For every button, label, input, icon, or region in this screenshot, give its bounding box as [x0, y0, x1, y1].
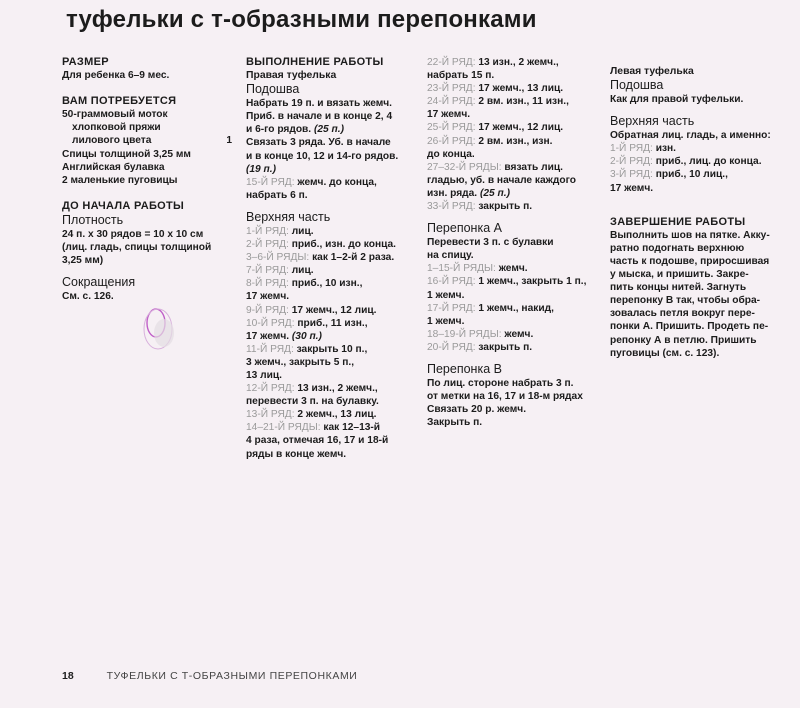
row-instruction: [427, 302, 595, 315]
instruction-line: Как для правой туфельки.: [610, 94, 744, 106]
sole-subheading: Подошва: [610, 78, 664, 93]
column-straps: [427, 56, 595, 429]
row-text: закрыть 10 п.,: [293, 343, 368, 355]
row-text: жемч.: [495, 263, 528, 275]
row-continuation: [427, 187, 595, 200]
row-instruction: [427, 262, 595, 275]
row-continuation: 13 лиц.: [246, 369, 282, 381]
column-left-shoe: [610, 65, 780, 360]
row-label: 9-Й РЯД:: [246, 304, 289, 316]
row-instruction: [427, 95, 595, 108]
row-label: 3–6-Й РЯДЫ:: [246, 252, 310, 264]
row-continuation: 3 жемч., закрыть 5 п.,: [246, 356, 355, 368]
material-quantity: 1: [226, 135, 232, 147]
row-continuation: 1 жемч.: [427, 289, 465, 301]
row-label: 26-Й РЯД:: [427, 135, 476, 147]
row-label: 14–21-Й РЯДЫ:: [246, 422, 321, 434]
finishing-heading: ЗАВЕРШЕНИЕ РАБОТЫ: [610, 215, 746, 228]
density-subheading: Плотность: [62, 212, 124, 227]
running-title: ТУФЕЛЬКИ С Т-ОБРАЗНЫМИ ПЕРЕПОНКАМИ: [106, 670, 358, 682]
instruction-line: и в конце 10, 12 и 14-го рядов.: [246, 150, 399, 162]
finishing-line: пуговицы (см. с. 123).: [610, 347, 720, 359]
row-label: 10-Й РЯД:: [246, 317, 295, 329]
instruction-line: Перевести 3 п. с булавки: [427, 237, 554, 249]
materials-heading: ВАМ ПОТРЕБУЕТСЯ: [62, 95, 177, 108]
row-label: 27–32-Й РЯДЫ:: [427, 161, 502, 173]
row-continuation: 1 жемч.: [427, 315, 465, 327]
row-label: 25-Й РЯД:: [427, 122, 476, 134]
row-instruction: [246, 225, 412, 238]
size-heading: РАЗМЕР: [62, 56, 109, 68]
before-start-heading: ДО НАЧАЛА РАБОТЫ: [62, 199, 185, 212]
column-right-shoe: [246, 56, 412, 461]
row-continuation: ряды в конце жемч.: [246, 448, 347, 460]
row-instruction: [246, 382, 412, 395]
row-label: 16-Й РЯД:: [427, 276, 476, 288]
stitch-count: [246, 163, 412, 176]
strap-a-subheading: Перепонка А: [427, 221, 502, 236]
instruction-line: Обратная лиц. гладь, а именно:: [610, 130, 771, 142]
strap-b-subheading: Перепонка В: [427, 361, 502, 376]
row-label: 23-Й РЯД:: [427, 83, 476, 95]
row-instruction: [427, 56, 595, 69]
material-line-text: лилового цвета: [72, 135, 152, 147]
material-line: хлопковой пряжи: [72, 122, 161, 134]
row-text: 17 жемч.: [246, 330, 292, 342]
row-label: 2-Й РЯД:: [610, 156, 653, 168]
row-continuation: [246, 330, 412, 343]
finishing-line: Выполнить шов на пятке. Акку-: [610, 229, 770, 241]
abbreviations-subheading: Сокращения: [62, 275, 136, 290]
row-label: 24-Й РЯД:: [427, 96, 476, 108]
row-continuation: 17 жемч.: [427, 109, 471, 121]
upper-subheading: Верхняя часть: [246, 209, 331, 224]
row-text: изн. ряда.: [427, 187, 480, 199]
density-line: 3,25 мм): [62, 255, 104, 267]
row-continuation: до конца.: [427, 148, 475, 160]
row-text: 13 изн., 2 жемч.,: [294, 383, 378, 395]
row-text: 13 изн., 2 жемч.,: [475, 57, 559, 68]
row-instruction: [427, 275, 595, 288]
row-text: как 1–2-й 2 раза.: [309, 252, 395, 264]
row-instruction: [427, 200, 595, 213]
row-label: 20-Й РЯД:: [427, 341, 476, 353]
row-label: 1–15-Й РЯДЫ:: [427, 263, 496, 275]
safety-pin-icon: [138, 303, 178, 355]
row-instruction: [246, 251, 412, 264]
row-instruction: [246, 408, 412, 421]
finishing-line: ратно подогнать верхнюю: [610, 242, 745, 254]
stitch-count: (30 п.): [291, 330, 322, 342]
row-instruction: [427, 121, 595, 134]
row-text: жемч. до конца,: [294, 176, 377, 188]
instruction-line: Набрать 19 п. и вязать жемч.: [246, 98, 393, 110]
instruction-line: Связать 3 ряда. Уб. в начале: [246, 137, 391, 149]
row-label: 1-Й РЯД:: [246, 225, 289, 237]
row-instruction: [246, 264, 412, 277]
instruction-line: Приб. в начале и в конце 2, 4: [246, 111, 393, 123]
upper-subheading: Верхняя часть: [610, 114, 695, 129]
row-text: 2 вм. изн., изн.: [475, 135, 553, 147]
stitch-count-text: (19 п.): [246, 163, 277, 175]
finishing-line: репонку А в петлю. Пришить: [610, 334, 757, 346]
instruction-line: Закрыть п.: [427, 417, 483, 429]
instruction-line: По лиц. стороне набрать 3 п.: [427, 377, 574, 389]
row-label: 22-Й РЯД:: [427, 57, 476, 68]
finishing-line: часть к подошве, приросшивая: [610, 255, 770, 267]
work-heading: ВЫПОЛНЕНИЕ РАБОТЫ: [246, 56, 384, 68]
finishing-line: зовалась петля вокруг пере-: [610, 308, 755, 320]
row-continuation: 4 раза, отмечая 16, 17 и 18-й: [246, 435, 389, 447]
row-instruction: [427, 328, 595, 341]
row-instruction: [246, 176, 412, 189]
row-text: закрыть п.: [475, 201, 533, 213]
row-text: 17 жемч., 12 лиц.: [288, 304, 377, 316]
finishing-line: перепонку В так, чтобы обра-: [610, 295, 761, 307]
stitch-count: (25 п.): [479, 187, 510, 199]
row-label: 18–19-Й РЯДЫ:: [427, 328, 502, 340]
row-instruction: [246, 238, 412, 251]
row-text: 17 жемч., 13 лиц.: [475, 83, 564, 95]
row-instruction: [246, 421, 412, 434]
row-text: приб., 11 изн.,: [294, 317, 368, 329]
instruction-line: от метки на 16, 17 и 18-м рядах: [427, 391, 583, 403]
row-label: 8-Й РЯД:: [246, 278, 289, 290]
row-instruction: [427, 341, 595, 354]
row-instruction: [610, 142, 780, 155]
row-text: лиц.: [288, 225, 314, 237]
row-label: 17-Й РЯД:: [427, 302, 476, 314]
row-label: 2-Й РЯД:: [246, 239, 289, 251]
row-instruction: [246, 304, 412, 317]
row-text: вязать лиц.: [501, 161, 563, 173]
material-line: [62, 134, 232, 147]
row-instruction: [427, 135, 595, 148]
instruction-line: на спицу.: [427, 250, 474, 262]
row-text: жемч.: [501, 328, 534, 340]
density-line: (лиц. гладь, спицы толщиной: [62, 242, 212, 254]
page-number: 18: [62, 670, 74, 682]
sole-subheading: Подошва: [246, 82, 300, 97]
row-instruction: [246, 343, 412, 356]
finishing-line: у мыска, и пришить. Закре-: [610, 269, 749, 281]
row-label: 11-Й РЯД:: [246, 343, 294, 355]
row-continuation: гладью, уб. в начале каждого: [427, 174, 576, 186]
row-text: изн.: [652, 143, 677, 155]
row-continuation: 17 жемч.: [246, 291, 290, 303]
row-text: лиц.: [288, 265, 314, 277]
material-line: Спицы толщиной 3,25 мм: [62, 148, 191, 160]
right-shoe-heading: Правая туфелька: [246, 70, 337, 82]
row-text: 1 жемч., накид,: [475, 302, 554, 314]
row-instruction: [610, 155, 780, 168]
column-materials: [62, 56, 232, 303]
finishing-line: пить концы нитей. Загнуть: [610, 282, 747, 294]
row-text: приб., 10 изн.,: [288, 278, 363, 290]
page-title: туфельки с т-образными перепонками: [66, 6, 537, 33]
row-text: 1 жемч., закрыть 1 п.,: [475, 276, 587, 288]
row-text: приб., изн. до конца.: [288, 239, 397, 251]
finishing-line: понки А. Пришить. Продеть пе-: [610, 321, 769, 333]
row-text: 2 жемч., 13 лиц.: [294, 409, 377, 421]
row-instruction: [427, 161, 595, 174]
row-text: приб., лиц. до конца.: [652, 156, 762, 168]
row-text: 2 вм. изн., 11 изн.,: [475, 96, 569, 108]
density-line: 24 п. х 30 рядов = 10 х 10 см: [62, 228, 204, 240]
instruction-line: [246, 123, 412, 136]
material-line: 50-граммовый моток: [62, 109, 168, 121]
row-label: 12-Й РЯД:: [246, 383, 295, 395]
page-footer: [62, 670, 357, 682]
abbreviations-ref: См. с. 126.: [62, 291, 114, 303]
size-text: Для ребенка 6–9 мес.: [62, 70, 170, 82]
material-line: Английская булавка: [62, 161, 165, 173]
row-text: 17 жемч., 12 лиц.: [475, 122, 564, 134]
row-label: 1-Й РЯД:: [610, 143, 653, 155]
row-label: 3-Й РЯД:: [610, 169, 653, 181]
row-label: 13-Й РЯД:: [246, 409, 295, 421]
row-instruction: [246, 277, 412, 290]
row-label: 7-Й РЯД:: [246, 265, 289, 277]
row-continuation: перевести 3 п. на булавку.: [246, 396, 379, 408]
row-text: закрыть п.: [475, 341, 533, 353]
instruction-text: и 6-го рядов.: [246, 124, 314, 136]
left-shoe-heading: Левая туфелька: [610, 66, 694, 77]
row-label: 15-Й РЯД:: [246, 176, 295, 188]
stitch-count: (25 п.): [313, 124, 344, 136]
row-instruction: [610, 168, 780, 181]
instruction-line: Связать 20 р. жемч.: [427, 404, 527, 416]
row-label: 33-Й РЯД:: [427, 201, 476, 213]
row-continuation: набрать 15 п.: [427, 70, 495, 82]
row-continuation: 17 жемч.: [610, 182, 654, 194]
row-text: как 12–13-й: [320, 422, 381, 434]
material-line: 2 маленькие пуговицы: [62, 174, 178, 186]
row-instruction: [246, 317, 412, 330]
instruction-line: набрать 6 п.: [246, 189, 308, 201]
row-instruction: [427, 82, 595, 95]
row-text: приб., 10 лиц.,: [652, 169, 728, 181]
